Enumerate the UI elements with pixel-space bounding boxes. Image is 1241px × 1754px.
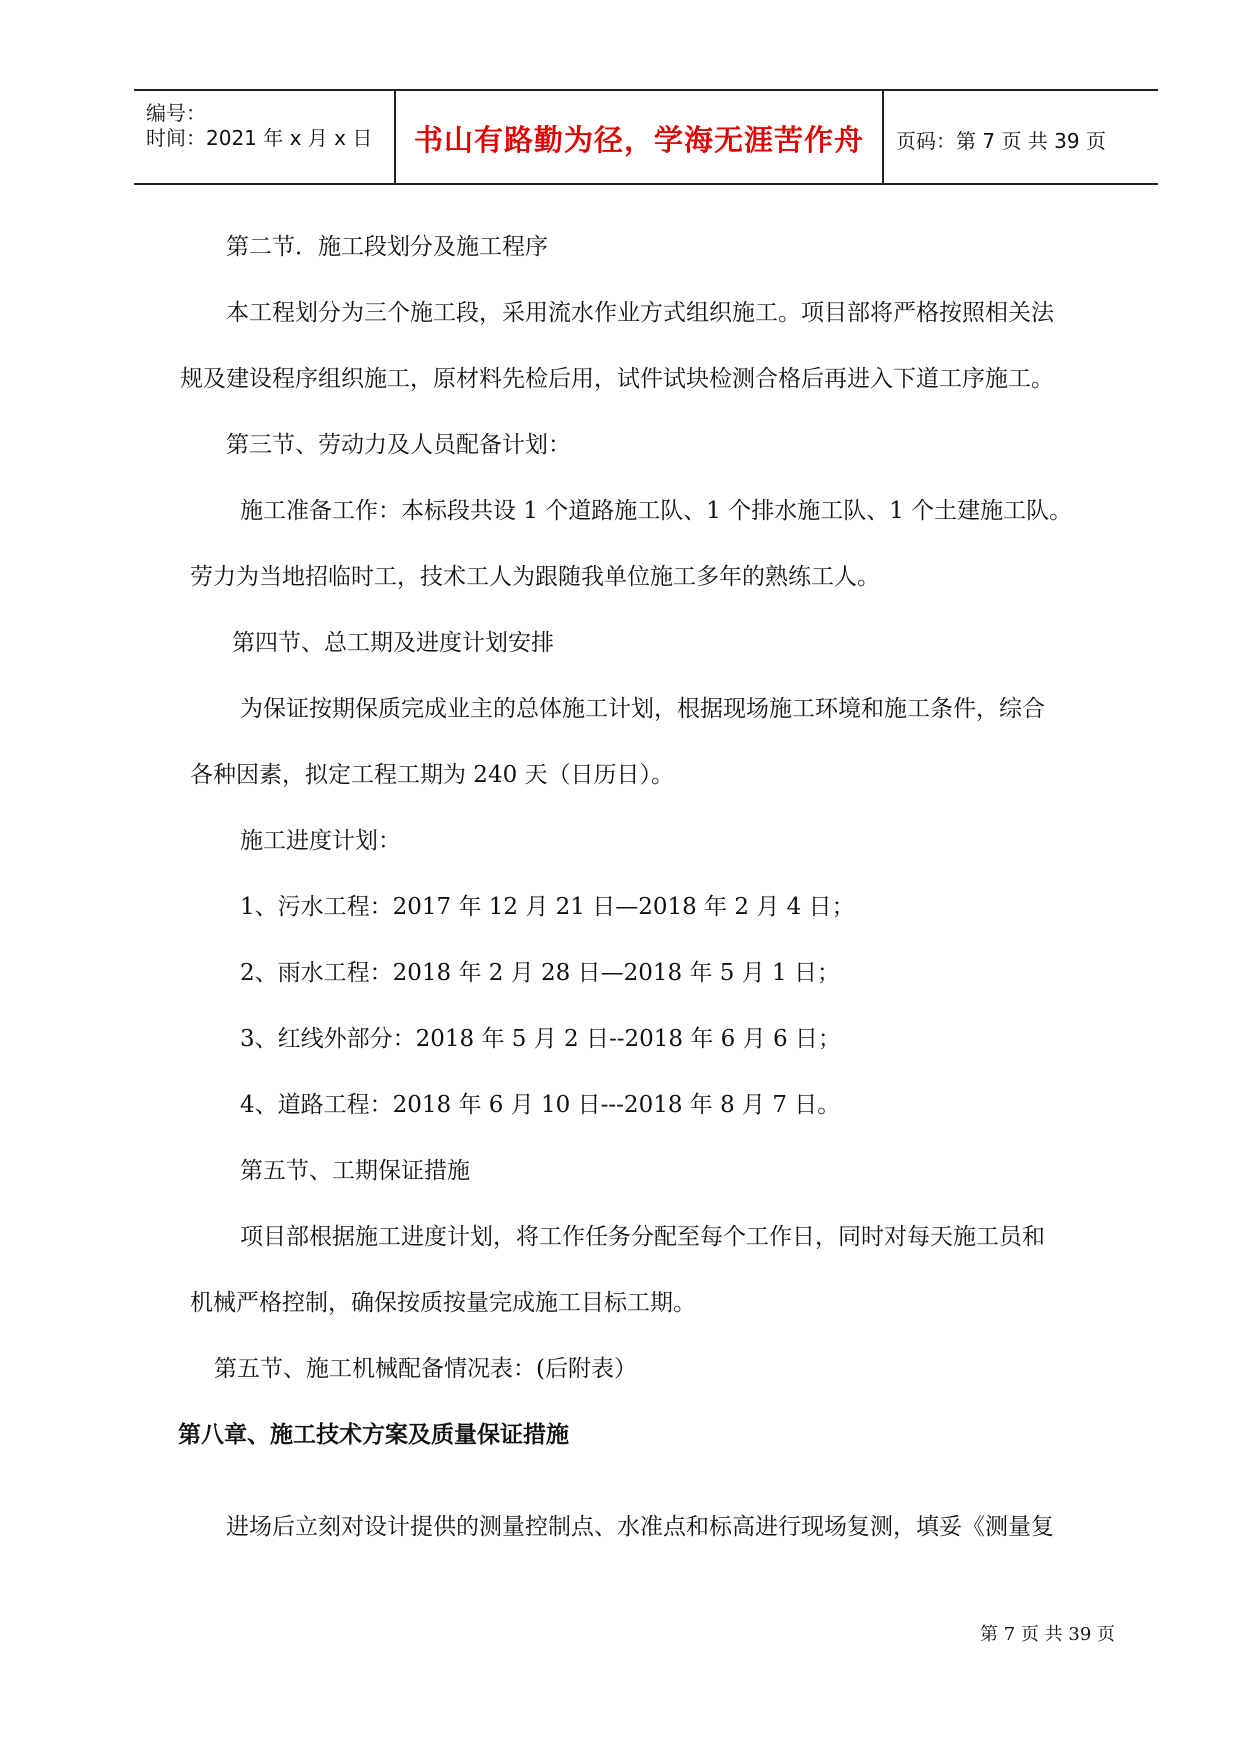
- header-middle-cell: [394, 91, 884, 183]
- section-heading: 第二节．施工段划分及施工程序: [226, 234, 548, 260]
- document-time-label: 时间：2021 年 x 月 x 日: [146, 126, 373, 150]
- paragraph-line: 施工准备工作：本标段共设 1 个道路施工队、1 个排水施工队、1 个土建施工队。: [240, 498, 1073, 524]
- header-page-info: 页码：第 7 页 共 39 页: [896, 129, 1106, 153]
- section-heading: 第三节、劳动力及人员配备计划：: [226, 432, 571, 458]
- schedule-item: 2、雨水工程：2018 年 2 月 28 日—2018 年 5 月 1 日；: [240, 960, 840, 986]
- section-heading: 第四节、总工期及进度计划安排: [232, 630, 554, 656]
- paragraph-line: 机械严格控制，确保按质按量完成施工目标工期。: [190, 1290, 696, 1316]
- paragraph-line: 规及建设程序组织施工，原材料先检后用，试件试块检测合格后再进入下道工序施工。: [180, 366, 1054, 392]
- section-heading: 第五节、施工机械配备情况表：(后附表）: [214, 1356, 637, 1382]
- header-left-cell: [134, 91, 394, 183]
- paragraph-line: 施工进度计划：: [240, 828, 401, 854]
- page-header: [134, 89, 1158, 185]
- schedule-item: 1、污水工程：2017 年 12 月 21 日—2018 年 2 月 4 日；: [240, 894, 855, 920]
- paragraph-line: 劳力为当地招临时工，技术工人为跟随我单位施工多年的熟练工人。: [190, 564, 880, 590]
- chapter-heading: 第八章、施工技术方案及质量保证措施: [178, 1422, 569, 1448]
- header-right-cell: [882, 91, 1158, 183]
- paragraph-line: 进场后立刻对设计提供的测量控制点、水准点和标高进行现场复测，填妥《测量复: [226, 1514, 1054, 1540]
- header-motto: 书山有路勤为径，学海无涯苦作舟: [413, 123, 864, 157]
- schedule-item: 4、道路工程：2018 年 6 月 10 日---2018 年 8 月 7 日。: [240, 1092, 841, 1118]
- document-number-label: 编号：: [146, 101, 206, 125]
- paragraph-line: 各种因素，拟定工程工期为 240 天（日历日）。: [190, 762, 675, 788]
- schedule-item: 3、红线外部分：2018 年 5 月 2 日--2018 年 6 月 6 日；: [240, 1026, 841, 1052]
- paragraph-line: 为保证按期保质完成业主的总体施工计划，根据现场施工环境和施工条件，综合: [240, 696, 1045, 722]
- page-footer: 第 7 页 共 39 页: [980, 1624, 1115, 1645]
- section-heading: 第五节、工期保证措施: [240, 1158, 470, 1184]
- paragraph-line: 本工程划分为三个施工段，采用流水作业方式组织施工。项目部将严格按照相关法: [226, 300, 1054, 326]
- paragraph-line: 项目部根据施工进度计划，将工作任务分配至每个工作日，同时对每天施工员和: [240, 1224, 1045, 1250]
